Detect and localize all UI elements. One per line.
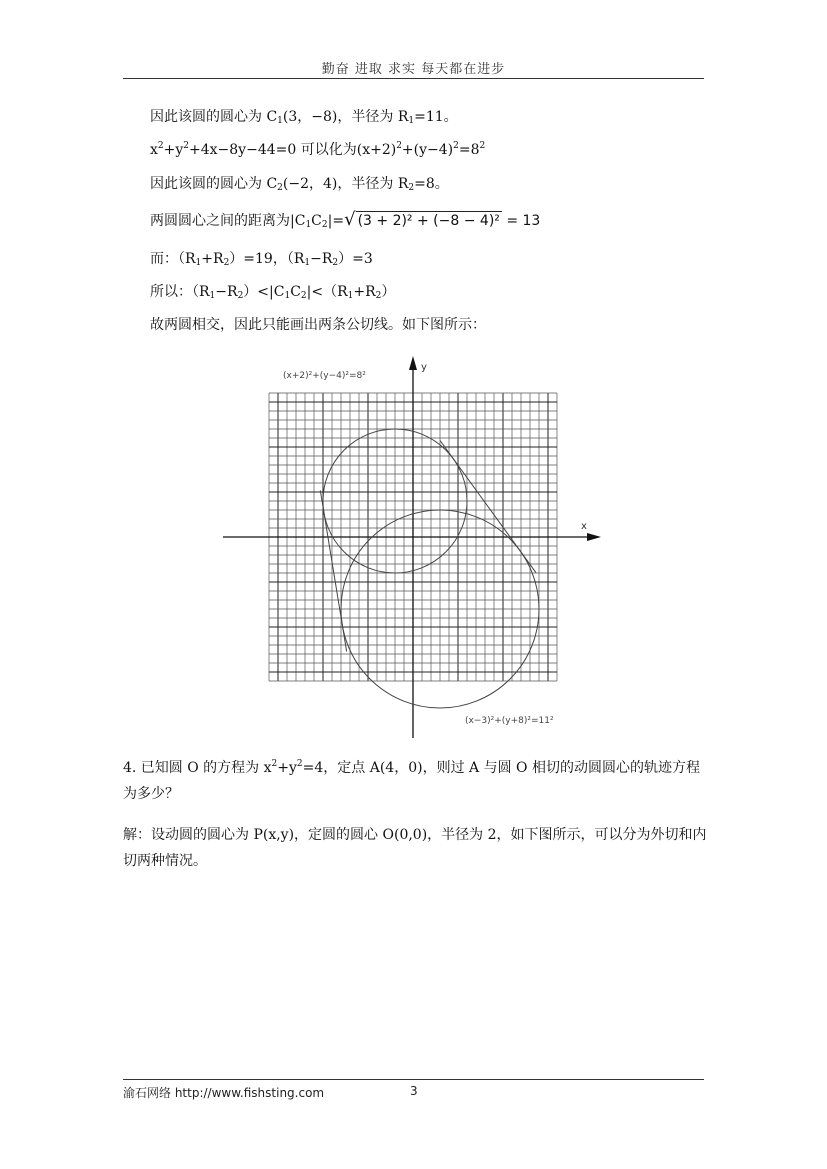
- superscript: 2: [453, 141, 459, 151]
- circles-diagram: [215, 350, 605, 742]
- text-fragment: +(y−4): [401, 142, 454, 158]
- page-number: 3: [410, 1084, 418, 1098]
- y-axis-arrow: [409, 356, 417, 370]
- text-fragment: −R: [310, 251, 333, 267]
- common-tangent-left: [440, 441, 536, 573]
- text-fragment: =11。: [414, 109, 458, 125]
- text-fragment: (−2，4)，半径为 R: [282, 176, 409, 192]
- big-circle-equation-label: (x−3)²+(y+8)²=11²: [465, 716, 554, 726]
- text-fragment: 4. 已知圆 O 的方程为 x: [123, 760, 272, 776]
- text-fragment: +y: [163, 142, 184, 158]
- header-motto: 勤奋 进取 求实 每天都在进步: [321, 62, 506, 77]
- text-fragment: |<（R: [306, 284, 348, 300]
- text-fragment: 两圆圆心之间的距离为|C: [150, 213, 306, 229]
- text-fragment: +y: [277, 760, 297, 776]
- text-fragment: −R: [215, 284, 238, 300]
- circles-figure: [215, 350, 605, 746]
- text-fragment: C: [311, 213, 322, 229]
- subscript: 2: [277, 183, 283, 193]
- text-fragment: +R: [353, 284, 376, 300]
- superscript: 2: [479, 141, 486, 151]
- sqrt-radicand: (3 + 2)² + (−8 − 4)²: [357, 213, 500, 229]
- text-fragment: ）=3: [338, 251, 373, 267]
- problem-4-question: [123, 755, 713, 807]
- superscript: 2: [183, 141, 190, 151]
- text-fragment: 解：设动圆的圆心为 P(x,y)，定圆的圆心 O(0,0)，半径为 2，如下图所示，可以分为外切和内切两种情况。: [123, 827, 707, 869]
- text-fragment: |=: [327, 213, 345, 229]
- subscript: 1: [209, 291, 216, 301]
- subscript: 1: [304, 258, 311, 268]
- text-fragment: 所以：（R: [150, 284, 210, 300]
- text-fragment: 故两圆相交，因此只能画出两条公切线。如下图所示：: [150, 317, 486, 333]
- subscript: 2: [375, 291, 382, 301]
- subscript: 1: [277, 116, 283, 126]
- text-line-inequality: [150, 281, 395, 301]
- x-axis-label: x: [581, 521, 587, 532]
- text-fragment: +R: [201, 251, 224, 267]
- subscript: 1: [408, 116, 415, 126]
- small-circle-equation-label: (x+2)²+(y−4)²=8²: [283, 371, 366, 381]
- text-fragment: =4，定点 A(4，0)，则过 A 与圆 O 相切的动圆圆心的轨迹方程为多少？: [123, 760, 700, 802]
- superscript: 2: [157, 141, 164, 151]
- text-line-equation-c2: [150, 139, 485, 159]
- footer-divider: [123, 1079, 704, 1080]
- problem-4-solution: [123, 822, 713, 874]
- text-fragment: (3，−8)，半径为 R: [282, 109, 409, 125]
- text-line-radius-sums: [150, 248, 373, 268]
- subscript: 2: [408, 183, 415, 193]
- text-fragment: 而：（R: [150, 251, 196, 267]
- text-fragment: 因此该圆的圆心为 C: [150, 176, 278, 192]
- text-line-center-c1: [150, 106, 458, 126]
- footer-site: 渝石网络 http://www.fishsting.com: [123, 1086, 325, 1100]
- subscript: 1: [305, 220, 312, 230]
- text-fragment: ）=19，（R: [229, 251, 305, 267]
- text-fragment: +4x−8y−44=0 可以化为(x+2): [189, 142, 397, 158]
- text-line-conclusion: [150, 314, 486, 334]
- text-fragment: = 13: [501, 213, 541, 229]
- text-fragment: =8: [458, 142, 480, 158]
- y-axis-label: y: [421, 362, 427, 373]
- header-divider: [123, 78, 704, 79]
- subscript: 1: [284, 291, 291, 301]
- superscript: 2: [271, 759, 278, 769]
- text-fragment: =8。: [414, 176, 449, 192]
- text-line-center-c2: [150, 173, 449, 193]
- superscript: 2: [396, 141, 402, 151]
- subscript: 2: [237, 291, 244, 301]
- text-fragment: ）: [381, 284, 396, 300]
- sqrt-symbol: √: [344, 209, 356, 230]
- subscript: 2: [223, 258, 230, 268]
- text-fragment: ）<|C: [243, 284, 285, 300]
- text-fragment: C: [290, 284, 301, 300]
- subscript: 2: [321, 220, 328, 230]
- subscript: 1: [347, 291, 354, 301]
- text-fragment: x: [150, 142, 158, 158]
- text-fragment: 因此该圆的圆心为 C: [150, 109, 278, 125]
- x-axis-arrow: [587, 533, 601, 541]
- subscript: 1: [195, 258, 202, 268]
- superscript: 2: [296, 759, 303, 769]
- subscript: 2: [300, 291, 307, 301]
- subscript: 2: [332, 258, 339, 268]
- text-line-distance: [150, 209, 540, 230]
